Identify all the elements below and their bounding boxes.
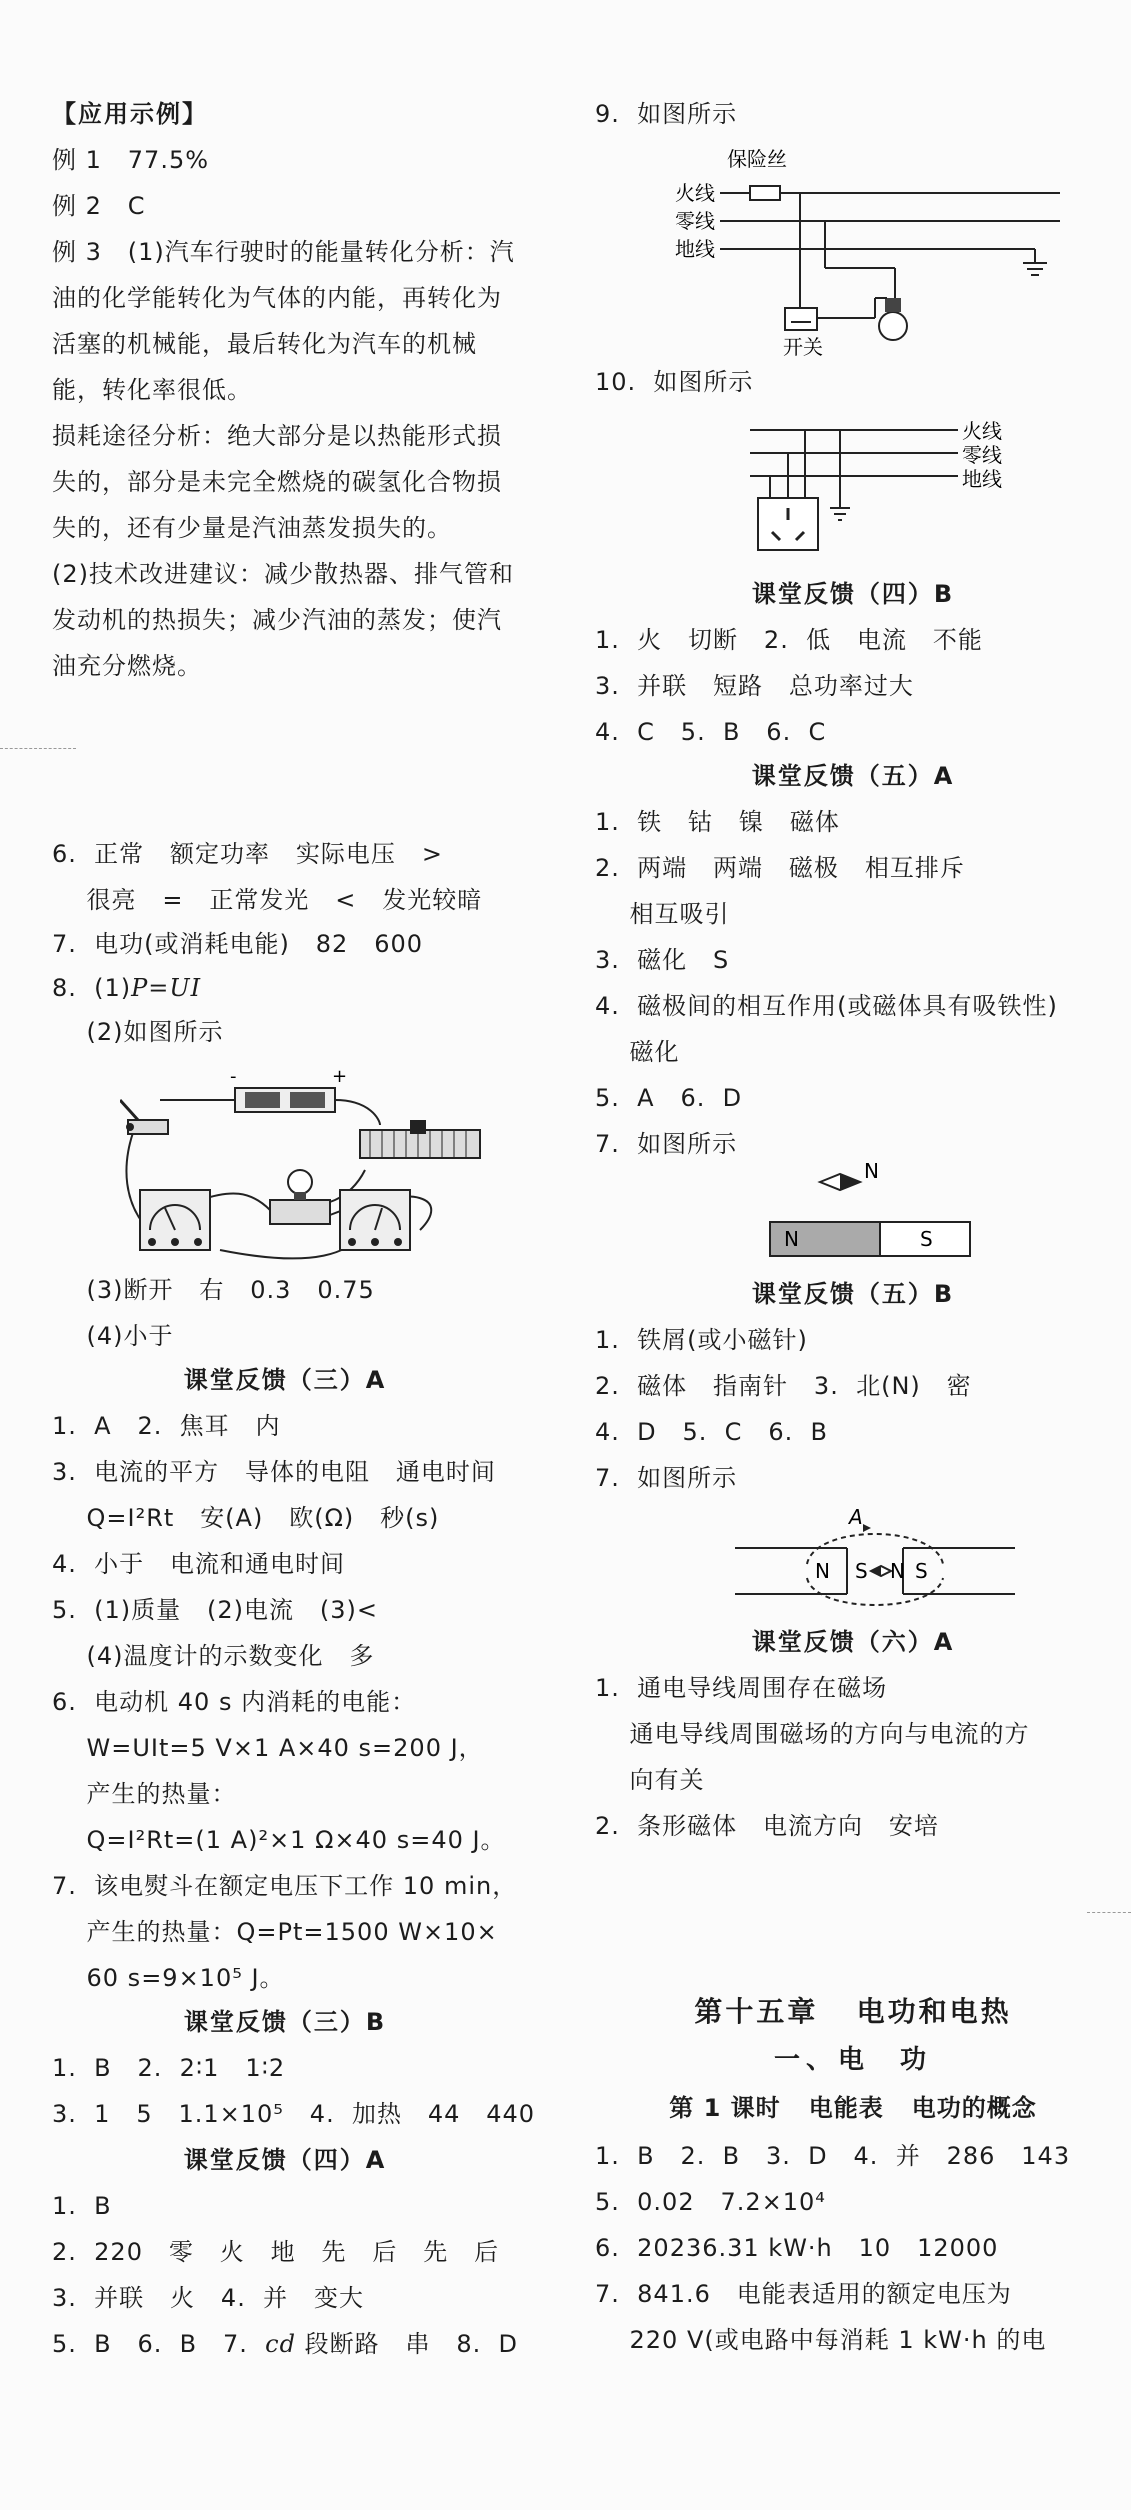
text-line: 能，转化率很低。 — [52, 376, 252, 404]
answer-8-4: (4)小于 — [52, 1322, 174, 1350]
answer-7: 7. 电功(或消耗电能) 82 600 — [52, 930, 424, 958]
compass-needle-icon — [871, 1566, 891, 1576]
svg-text:A: A — [849, 1505, 863, 1529]
answer-line: 1. A 2. 焦耳 内 — [52, 1412, 281, 1440]
answer-line: 2. 220 零 火 地 先 后 先 后 — [52, 2238, 500, 2266]
lesson-title: 第 1 课时 电能表 电功的概念 — [669, 2094, 1037, 2122]
svg-text:保险丝: 保险丝 — [727, 148, 787, 171]
answer-line: 通电导线周围磁场的方向与电流的方 — [595, 1720, 1030, 1748]
answer-line: 向有关 — [595, 1766, 705, 1794]
answer-8-prefix: 8. (1) — [52, 974, 132, 1002]
example-2: 例 2 C — [52, 192, 146, 220]
section-heading: 课堂反馈（六）A — [751, 1628, 955, 1656]
answer-line: 3. 并联 火 4. 并 变大 — [52, 2284, 364, 2312]
formula-p-ui: P=UI — [131, 974, 202, 1002]
answer-line: 3. 电流的平方 导体的电阻 通电时间 — [52, 1458, 496, 1486]
answer-line: 1. B 2. 2∶1 1∶2 — [52, 2054, 286, 2082]
answer-line: 2. 磁体 指南针 3. 北(N) 密 — [595, 1372, 972, 1400]
answer-line: 7. 如图所示 — [595, 1464, 738, 1492]
section-heading: 课堂反馈（五）B — [751, 1280, 955, 1308]
answer-8-3: (3)断开 右 0.3 0.75 — [52, 1276, 375, 1304]
answer-line: 产生的热量：Q=Pt=1500 W×10× — [52, 1918, 498, 1946]
answer-line: 6. 电动机 40 s 内消耗的电能： — [52, 1688, 417, 1716]
section-title: 一、电 功 — [773, 2045, 933, 2075]
answer-line: 3. 1 5 1.1×10⁵ 4. 加热 44 440 — [52, 2100, 536, 2128]
answer-line: 1. 通电导线周围存在磁场 — [595, 1674, 888, 1702]
svg-text:S: S — [855, 1559, 868, 1583]
answer-line: 产生的热量： — [52, 1780, 237, 1808]
circuit-diagram — [120, 1060, 490, 1260]
text-line: 失的，还有少量是汽油蒸发损失的。 — [52, 514, 452, 542]
socket-icon — [758, 498, 818, 550]
text-line: 发动机的热损失；减少汽油的蒸发；使汽 — [52, 606, 502, 634]
example-3: 例 3 (1)汽车行驶时的能量转化分析：汽 — [52, 238, 515, 266]
text-line: 活塞的机械能，最后转化为汽车的机械 — [52, 330, 477, 358]
svg-text:S: S — [920, 1227, 933, 1251]
ground-icon — [1023, 263, 1047, 275]
battery-icon — [230, 1066, 347, 1112]
section-heading: 课堂反馈（四）A — [183, 2146, 387, 2174]
compass-needle-icon — [820, 1174, 860, 1190]
answer-line: 相互吸引 — [595, 900, 730, 928]
ground-icon — [830, 508, 850, 520]
svg-text:火线: 火线 — [962, 419, 1002, 443]
socket-diagram — [750, 408, 1050, 558]
answer-line: Q=I²Rt=(1 A)²×1 Ω×40 s=40 J。 — [52, 1826, 506, 1854]
answer-line: 2. 条形磁体 电流方向 安培 — [595, 1812, 939, 1840]
answer-line: Q=I²Rt 安(A) 欧(Ω) 秒(s) — [52, 1504, 440, 1532]
answer-line: 1. B 2. B 3. D 4. 并 286 143 — [595, 2142, 1071, 2170]
answer-line: 5. A 6. D — [595, 1084, 743, 1112]
example-heading: 【应用示例】 — [52, 100, 208, 128]
text-line: 油充分燃烧。 — [52, 652, 202, 680]
answer-line: 5. (1)质量 (2)电流 (3)< — [52, 1596, 379, 1624]
bar-magnet-diagram — [760, 1160, 980, 1264]
answer-line: 7. 841.6 电能表适用的额定电压为 — [595, 2280, 1012, 2308]
segment-cd: cd — [265, 2330, 296, 2358]
bulb-icon — [879, 298, 907, 340]
answer-line: W=UIt=5 V×1 A×40 s=200 J， — [52, 1734, 484, 1762]
svg-text:地线: 地线 — [675, 237, 715, 261]
svg-text:S: S — [915, 1559, 928, 1583]
answer-6-cont: 很亮 = 正常发光 < 发光较暗 — [52, 886, 483, 914]
answer-line: 4. D 5. C 6. B — [595, 1418, 828, 1446]
answer-line: 4. C 5. B 6. C — [595, 718, 827, 746]
ammeter-icon — [140, 1190, 210, 1250]
switch-icon — [785, 308, 817, 330]
answer-line: 7. 该电熨斗在额定电压下工作 10 min， — [52, 1872, 518, 1900]
svg-text:零线: 零线 — [675, 209, 715, 233]
svg-text:N: N — [890, 1559, 905, 1583]
answer-9: 9. 如图所示 — [595, 100, 738, 128]
chapter-title: 第十五章 电功和电热 — [694, 1995, 1012, 2028]
svg-text:零线: 零线 — [962, 443, 1002, 467]
voltmeter-icon — [340, 1190, 410, 1250]
answer-line: 7. 如图所示 — [595, 1130, 738, 1158]
answer-line: 5. 0.02 7.2×10⁴ — [595, 2188, 826, 2216]
svg-text:-: - — [230, 1066, 237, 1087]
answer-8 — [52, 972, 201, 1004]
answer-line: 60 s=9×10⁵ J。 — [52, 1964, 285, 1992]
answer-5-8-a: 5. B 6. B 7. — [52, 2330, 266, 2358]
answer-line: 1. 铁 钴 镍 磁体 — [595, 808, 840, 836]
answer-line: 3. 磁化 S — [595, 946, 730, 974]
answer-line: 4. 小于 电流和通电时间 — [52, 1550, 346, 1578]
example-1: 例 1 77.5% — [52, 146, 210, 174]
svg-text:N: N — [864, 1160, 879, 1183]
text-line: (2)技术改进建议：减少散热器、排气管和 — [52, 560, 514, 588]
answer-line: 1. 火 切断 2. 低 电流 不能 — [595, 626, 983, 654]
rheostat-icon — [360, 1120, 480, 1158]
answer-line: 4. 磁极间的相互作用(或磁体具有吸铁性) — [595, 992, 1058, 1020]
svg-text:+: + — [332, 1066, 348, 1087]
answer-6: 6. 正常 额定功率 实际电压 > — [52, 840, 443, 868]
answer-line: 3. 并联 短路 总功率过大 — [595, 672, 914, 700]
lamp-icon — [270, 1170, 330, 1224]
svg-text:开关: 开关 — [783, 335, 823, 358]
answer-5-8-b: 段断路 串 8. D — [295, 2330, 519, 2358]
text-line: 失的，部分是未完全燃烧的碳氢化合物损 — [52, 468, 502, 496]
divider — [0, 748, 76, 750]
section-heading: 课堂反馈（三）A — [183, 1366, 387, 1394]
answer-line: 2. 两端 两端 磁极 相互排斥 — [595, 854, 965, 882]
switch-icon — [120, 1100, 168, 1134]
text-line: 损耗途径分析：绝大部分是以热能形式损 — [52, 422, 502, 450]
answer-line: 磁化 — [595, 1038, 680, 1066]
answer-line: 1. 铁屑(或小磁针) — [595, 1326, 808, 1354]
answer-10: 10. 如图所示 — [595, 368, 754, 396]
answer-line: (4)温度计的示数变化 多 — [52, 1642, 375, 1670]
svg-text:N: N — [815, 1559, 830, 1583]
answer-line: 6. 20236.31 kW·h 10 12000 — [595, 2234, 999, 2262]
svg-text:地线: 地线 — [962, 467, 1002, 491]
section-heading: 课堂反馈（四）B — [751, 580, 955, 608]
answer-8-2: (2)如图所示 — [52, 1018, 224, 1046]
answer-line: 1. B — [52, 2192, 112, 2220]
answer-line: 220 V(或电路中每消耗 1 kW·h 的电 — [595, 2326, 1047, 2354]
fuse-icon — [750, 186, 780, 200]
divider — [1087, 1912, 1131, 1914]
answer-line — [52, 2328, 518, 2360]
household-circuit-diagram — [675, 148, 1095, 358]
text-line: 油的化学能转化为气体的内能，再转化为 — [52, 284, 502, 312]
magnetic-field-diagram — [735, 1504, 1015, 1614]
svg-text:火线: 火线 — [675, 181, 715, 205]
section-heading: 课堂反馈（五）A — [751, 762, 955, 790]
svg-text:N: N — [784, 1227, 799, 1251]
section-heading: 课堂反馈（三）B — [183, 2008, 387, 2036]
